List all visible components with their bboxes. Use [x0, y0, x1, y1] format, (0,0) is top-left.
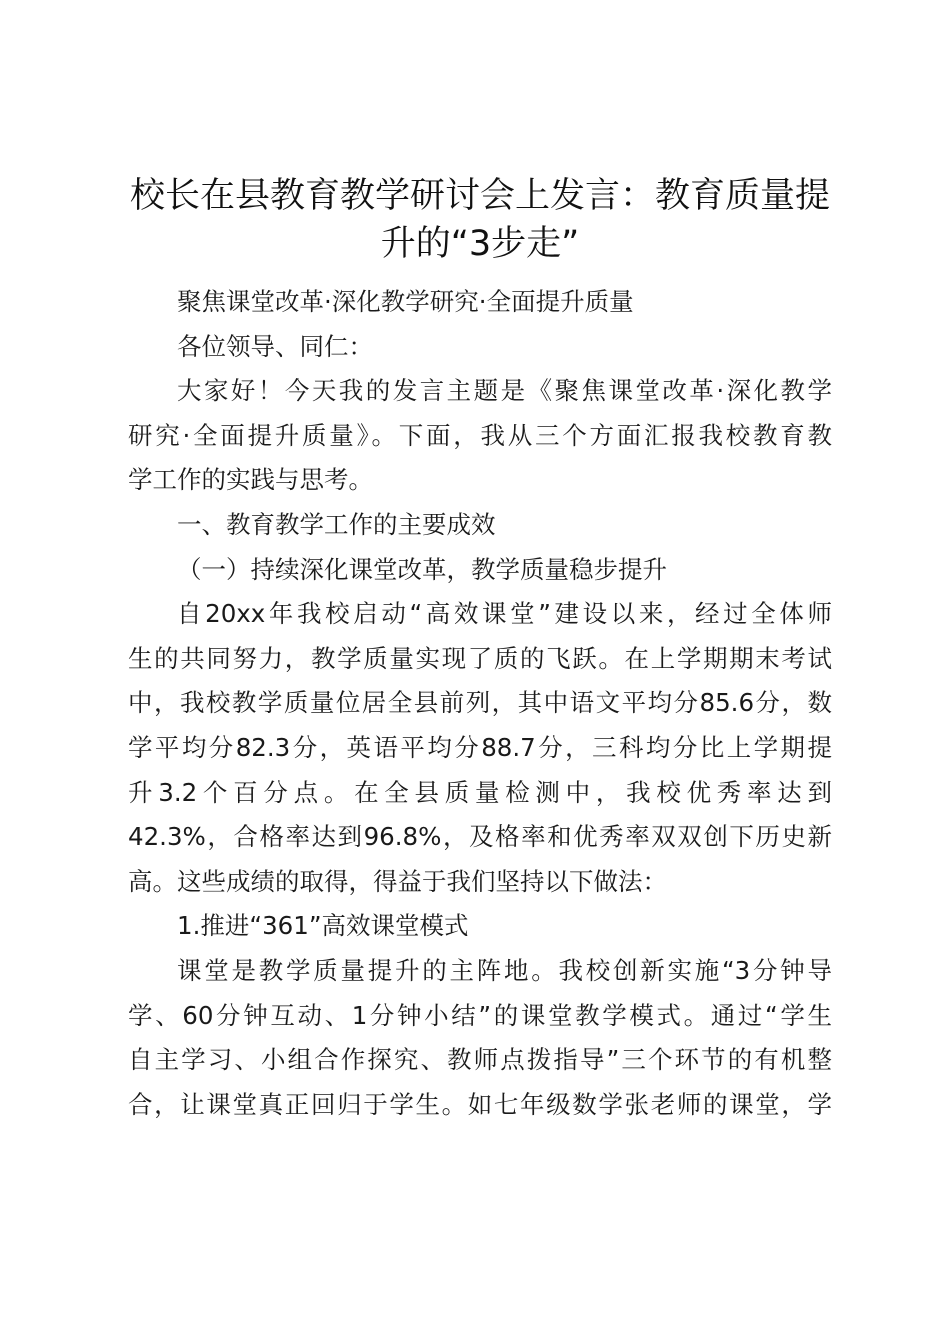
para2-line-2: 学、60分钟互动、1分钟小结”的课堂教学模式。通过“学生 — [128, 1000, 832, 1030]
body-paragraph-2 — [128, 949, 832, 1127]
para1-line-5: 升3.2个百分点。在全县质量检测中，我校优秀率达到 — [128, 777, 832, 807]
title-line-2: 升的“3步走” — [380, 224, 580, 264]
subtitle — [128, 280, 832, 325]
section-heading — [128, 503, 832, 548]
document-title — [110, 172, 850, 268]
para1-line-3: 中，我校教学质量位居全县前列，其中语文平均分85.6分，数 — [128, 688, 832, 718]
greeting-text: 各位领导、同仁： — [177, 331, 373, 361]
para1-line-4: 学平均分82.3分，英语平均分88.7分，三科均分比上学期提 — [128, 732, 832, 762]
intro-line-3: 学工作的实践与思考。 — [128, 465, 373, 495]
subsection1-heading-text: （一）持续深化课堂改革，教学质量稳步提升 — [177, 554, 667, 584]
title-line-1: 校长在县教育教学研讨会上发言：教育质量提 — [129, 176, 830, 216]
greeting — [128, 325, 832, 370]
para2-line-3: 自主学习、小组合作探究、教师点拨指导”三个环节的有机整 — [128, 1045, 832, 1075]
para1-line-1: 自20xx年我校启动“高效课堂”建设以来，经过全体师 — [177, 599, 832, 629]
intro-line-2: 研究·全面提升质量》。下面，我从三个方面汇报我校教育教 — [128, 420, 832, 450]
document-body — [128, 280, 832, 1127]
intro-paragraph — [128, 369, 832, 503]
body-paragraph-1 — [128, 592, 832, 904]
para1-line-2: 生的共同努力，教学质量实现了质的飞跃。在上学期期末考试 — [128, 643, 832, 673]
intro-line-1: 大家好！今天我的发言主题是《聚焦课堂改革·深化教学 — [177, 376, 832, 406]
item-heading — [128, 904, 832, 949]
subsection-heading — [128, 548, 832, 593]
item1-heading-text: 1.推进“361”高效课堂模式 — [177, 911, 469, 941]
para1-line-7: 高。这些成绩的取得，得益于我们坚持以下做法： — [128, 866, 667, 896]
para1-line-6: 42.3%，合格率达到96.8%，及格率和优秀率双双创下历史新 — [128, 822, 832, 852]
para2-line-1: 课堂是教学质量提升的主阵地。我校创新实施“3分钟导 — [177, 955, 832, 985]
para2-line-4: 合，让课堂真正回归于学生。如七年级数学张老师的课堂，学 — [128, 1089, 832, 1119]
section1-heading-text: 一、教育教学工作的主要成效 — [177, 509, 496, 539]
subtitle-text: 聚焦课堂改革·深化教学研究·全面提升质量 — [177, 287, 634, 316]
